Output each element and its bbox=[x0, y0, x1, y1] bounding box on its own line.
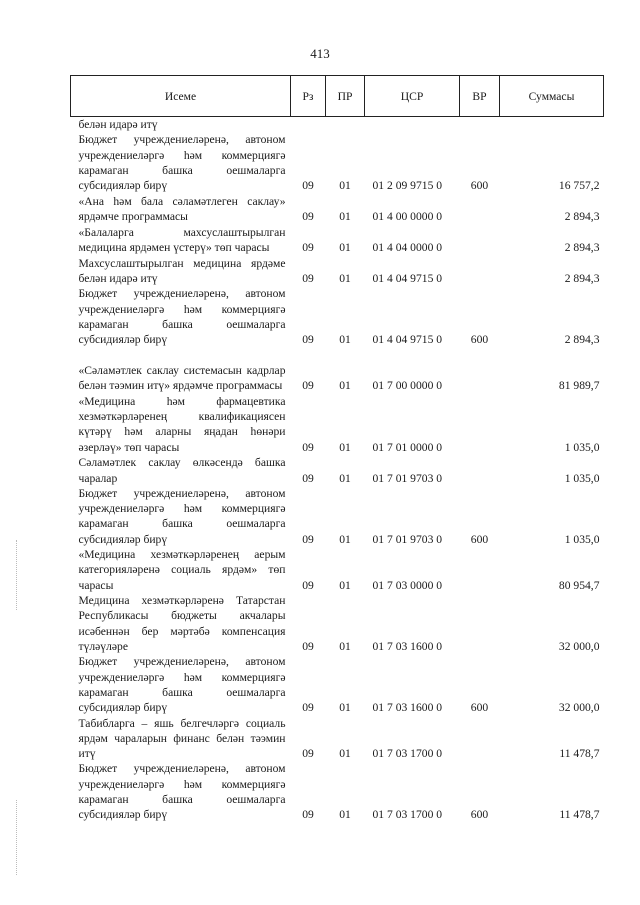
cell-csr: 01 7 03 0000 0 bbox=[372, 578, 443, 592]
cell-pr: 01 bbox=[339, 578, 351, 592]
cell-csr: 01 7 03 1700 0 bbox=[372, 747, 443, 761]
cell-pr: 01 bbox=[339, 241, 351, 255]
cell-sum: 32 000,0 bbox=[558, 701, 600, 715]
cell-vr bbox=[460, 224, 500, 255]
cell-vr bbox=[460, 255, 500, 286]
cell-name: «Ана һәм бала сәламәтлеген саклау» ярдәмче программасы bbox=[78, 194, 286, 224]
header-rz: Рз bbox=[291, 76, 326, 117]
cell-rz: 09 bbox=[302, 272, 314, 286]
cell-vr: 600 bbox=[470, 179, 489, 193]
table-row bbox=[71, 286, 604, 347]
cell-pr: 01 bbox=[339, 440, 351, 454]
table-row bbox=[71, 654, 604, 715]
cell-rz: 09 bbox=[302, 379, 314, 393]
cell-vr: 600 bbox=[470, 701, 489, 715]
cell-name: белән идарә итү bbox=[78, 118, 158, 131]
cell-sum: 16 757,2 bbox=[558, 179, 600, 193]
table-row bbox=[71, 486, 604, 547]
header-csr: ЦСР bbox=[365, 76, 460, 117]
cell-name: Махсуслаштырылган медицина ярдәме белән идарә итү bbox=[78, 256, 286, 286]
table-row bbox=[71, 455, 604, 486]
cell-csr: 01 4 04 9715 0 bbox=[372, 333, 443, 347]
cell-vr bbox=[460, 117, 500, 133]
header-sum: Суммасы bbox=[500, 76, 604, 117]
cell-sum: 11 478,7 bbox=[559, 747, 600, 761]
cell-rz: 09 bbox=[302, 532, 314, 546]
cell-vr: 600 bbox=[470, 808, 489, 822]
cell-name: Бюджет учреждениеләренә, автоном учреждениеләргә һәм коммерциягә карамаган башка оешмаларга субсидияләр бирү bbox=[78, 287, 286, 347]
page-number: 413 bbox=[310, 46, 330, 61]
cell-sum: 1 035,0 bbox=[564, 532, 600, 546]
cell-rz: 09 bbox=[302, 578, 314, 592]
margin-mark bbox=[16, 800, 17, 875]
cell-name: Бюджет учреждениеләренә, автоном учреждениеләргә һәм коммерциягә карамаган башка оешмаларга субсидияләр бирү bbox=[78, 133, 286, 193]
header-vr: ВР bbox=[460, 76, 500, 117]
cell-pr: 01 bbox=[339, 532, 351, 546]
cell-vr bbox=[460, 394, 500, 455]
cell-pr: 01 bbox=[339, 379, 351, 393]
cell-rz: 09 bbox=[302, 179, 314, 193]
cell-name: Бюджет учреждениеләренә, автоном учреждениеләргә һәм коммерциягә карамаган башка оешмаларга субсидияләр бирү bbox=[78, 486, 286, 546]
table-row bbox=[71, 224, 604, 255]
table-header bbox=[71, 76, 604, 117]
cell-pr: 01 bbox=[339, 179, 351, 193]
cell-pr: 01 bbox=[339, 272, 351, 286]
cell-sum: 11 478,7 bbox=[559, 808, 600, 822]
cell-vr bbox=[460, 348, 500, 394]
cell-csr: 01 4 04 0000 0 bbox=[372, 241, 443, 255]
cell-name: Сәламәтлек саклау өлкәсендә башка чаралар bbox=[78, 456, 286, 485]
cell-rz: 09 bbox=[302, 333, 314, 347]
cell-rz: 09 bbox=[302, 639, 314, 653]
cell-pr: 01 bbox=[339, 747, 351, 761]
cell-rz: 09 bbox=[302, 210, 314, 224]
cell-rz: 09 bbox=[302, 241, 314, 255]
cell-sum: 2 894,3 bbox=[564, 333, 600, 347]
cell-rz: 09 bbox=[302, 701, 314, 715]
cell-pr: 01 bbox=[339, 471, 351, 485]
margin-mark bbox=[16, 540, 17, 610]
header-name: Исеме bbox=[71, 76, 291, 117]
cell-csr: 01 7 01 9703 0 bbox=[372, 471, 443, 485]
cell-name: Бюджет учреждениеләренә, автоном учреждениеләргә һәм коммерциягә карамаган башка оешмаларга субсидияләр бирү bbox=[78, 655, 286, 715]
table-body bbox=[71, 117, 604, 823]
cell-vr bbox=[460, 455, 500, 486]
cell-sum: 2 894,3 bbox=[564, 210, 600, 224]
cell-sum: 2 894,3 bbox=[564, 272, 600, 286]
cell-csr: 01 7 03 1600 0 bbox=[372, 701, 443, 715]
cell-pr: 01 bbox=[339, 333, 351, 347]
cell-csr: 01 2 09 9715 0 bbox=[372, 179, 443, 193]
cell-sum: 32 000,0 bbox=[558, 639, 600, 653]
cell-csr: 01 7 03 1700 0 bbox=[372, 808, 443, 822]
cell-sum bbox=[500, 117, 604, 133]
cell-pr: 01 bbox=[339, 210, 351, 224]
cell-vr bbox=[460, 593, 500, 654]
cell-sum: 1 035,0 bbox=[564, 440, 600, 454]
cell-csr: 01 7 00 0000 0 bbox=[372, 379, 443, 393]
cell-rz: 09 bbox=[302, 440, 314, 454]
table-row bbox=[71, 117, 604, 133]
table-row bbox=[71, 132, 604, 193]
header-pr: ПР bbox=[326, 76, 365, 117]
cell-csr: 01 4 04 9715 0 bbox=[372, 272, 443, 286]
cell-rz: 09 bbox=[302, 747, 314, 761]
cell-vr bbox=[460, 715, 500, 761]
table-row bbox=[71, 193, 604, 224]
cell-csr bbox=[365, 117, 460, 133]
cell-sum: 81 989,7 bbox=[558, 379, 600, 393]
cell-name: Медицина хезмәткәрләренә Татарстан Республикасы бюджеты акчалары исәбеннән бер мәртәбә компенсация түләүләре bbox=[78, 594, 286, 653]
table-row bbox=[71, 593, 604, 654]
cell-name: «Балаларга махсуслаштырылган медицина ярдәмен үстерү» төп чарасы bbox=[78, 225, 286, 255]
budget-table bbox=[70, 75, 604, 823]
table-row bbox=[71, 348, 604, 394]
table-row bbox=[71, 255, 604, 286]
table-row bbox=[71, 761, 604, 822]
cell-name: Табибларга – яшь белгечләргә социаль ярдәм чараларын финанс белән тәэмин итү bbox=[78, 716, 286, 761]
cell-sum: 80 954,7 bbox=[558, 578, 600, 592]
cell-pr: 01 bbox=[339, 808, 351, 822]
table-row bbox=[71, 547, 604, 593]
table-row bbox=[71, 394, 604, 455]
cell-csr: 01 7 01 0000 0 bbox=[372, 440, 443, 454]
cell-vr bbox=[460, 193, 500, 224]
cell-sum: 1 035,0 bbox=[564, 471, 600, 485]
cell-sum: 2 894,3 bbox=[564, 241, 600, 255]
cell-name: «Медицина һәм фармацевтика хезмәткәрләренең квалификациясен күтәрү һәм аларны яңадан һөнәри әзерләү» төп чарасы bbox=[78, 394, 286, 454]
cell-rz bbox=[291, 117, 326, 133]
cell-rz: 09 bbox=[302, 808, 314, 822]
cell-pr: 01 bbox=[339, 639, 351, 653]
cell-csr: 01 7 03 1600 0 bbox=[372, 639, 443, 653]
cell-pr: 01 bbox=[339, 701, 351, 715]
cell-pr bbox=[326, 117, 365, 133]
cell-csr: 01 7 01 9703 0 bbox=[372, 532, 443, 546]
cell-vr bbox=[460, 547, 500, 593]
cell-name: Бюджет учреждениеләренә, автоном учреждениеләргә һәм коммерциягә карамаган башка оешмаларга субсидияләр бирү bbox=[78, 762, 286, 822]
table-row bbox=[71, 715, 604, 761]
cell-vr: 600 bbox=[470, 532, 489, 546]
cell-rz: 09 bbox=[302, 471, 314, 485]
cell-csr: 01 4 00 0000 0 bbox=[372, 210, 443, 224]
cell-name: «Медицина хезмәткәрләренең аерым категорияләренә социаль ярдәм» төп чарасы bbox=[78, 548, 286, 592]
cell-name: «Сәламәтлек саклау системасын кадрлар белән тәэмин итү» ярдәмче программасы bbox=[78, 364, 286, 393]
cell-vr: 600 bbox=[470, 333, 489, 347]
